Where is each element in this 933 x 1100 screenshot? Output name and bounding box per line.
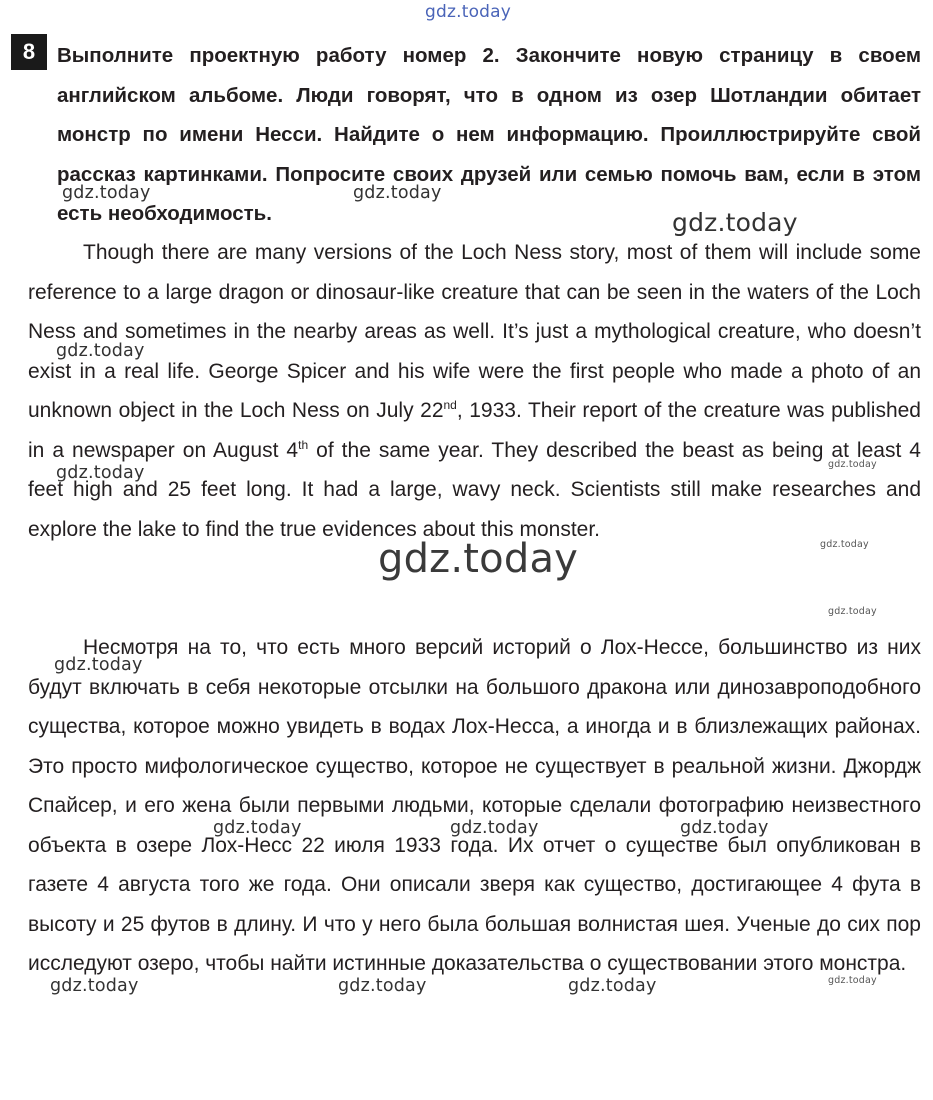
ordinal-suffix-th: th: [298, 437, 309, 452]
watermark: gdz.today: [828, 459, 877, 470]
task-instructions: Выполните проектную работу номер 2. Закончите новую страницу в своем английском альбоме. Люди говорят, что в одном из озер Шотландии обитает монстр по имени Несси. Найдите о нем информацию. Проиллюстрируйте свой рассказ картинками. Попросите своих друзей или семью помочь вам, если в этом есть необходимость.: [57, 44, 921, 225]
watermark: gdz.today: [338, 976, 427, 996]
watermark: gdz.today: [50, 976, 139, 996]
watermark: gdz.today: [672, 208, 798, 237]
watermark: gdz.today: [450, 818, 539, 838]
watermark: gdz.today: [828, 606, 877, 617]
watermark: gdz.today: [828, 975, 877, 986]
english-text-part-2: , 1933. Their report of the creature was published in a newspaper on August 4: [28, 399, 921, 462]
watermark: gdz.today: [213, 818, 302, 838]
watermark: gdz.today: [568, 976, 657, 996]
english-text-part-3: of the same year. They described the beast as being at least 4 feet high and 25 feet long. It had a large, wavy neck. Scientists still make researches and explore the lake to find the true evidences about this monster.: [28, 438, 921, 541]
watermark: gdz.today: [353, 183, 442, 203]
english-text-part-1: Though there are many versions of the Loch Ness story, most of them will include some reference to a large dragon or dinosaur-like creature that can be seen in the waters of the Loch Ness and sometimes in the nearby areas as well. It’s just a mythological creature, who doesn’t exist in a real life. George Spicer and his wife were the first people who made a photo of an unknown object in the Loch Ness on July 22: [28, 241, 921, 422]
watermark: gdz.today: [820, 539, 869, 550]
header-watermark: gdz.today: [425, 2, 512, 22]
ordinal-suffix-nd: nd: [443, 398, 457, 412]
watermark: gdz.today: [378, 536, 579, 582]
russian-translation-paragraph: Несмотря на то, что есть много версий историй о Лох-Нессе, большинство из них будут включать в себя некоторые отсылки на большого дракона или динозавроподобного существа, которое можно увидеть в водах Лох-Несса, а иногда и в близлежащих районах. Это просто мифологическое существо, которое не существует в реальной жизни. Джордж Спайсер, и его жена были первыми людьми, которые сделали фотографию неизвестного объекта в озере Лох-Несс 22 июля 1933 года. Их отчет о существе был опубликован в газете 4 августа того же года. Они описали зверя как существо, достигающее 4 фута в высоту и 25 футов в длину. И что у него была большая волнистая шея. Ученые до сих пор исследуют озеро, чтобы найти истинные доказательства о существовании этого монстра.: [28, 636, 921, 975]
watermark: gdz.today: [56, 463, 145, 483]
task-number-badge: 8: [11, 34, 47, 70]
watermark: gdz.today: [56, 341, 145, 361]
watermark: gdz.today: [680, 818, 769, 838]
english-answer-paragraph: [28, 233, 921, 549]
watermark: gdz.today: [62, 183, 151, 203]
watermark: gdz.today: [54, 655, 143, 675]
